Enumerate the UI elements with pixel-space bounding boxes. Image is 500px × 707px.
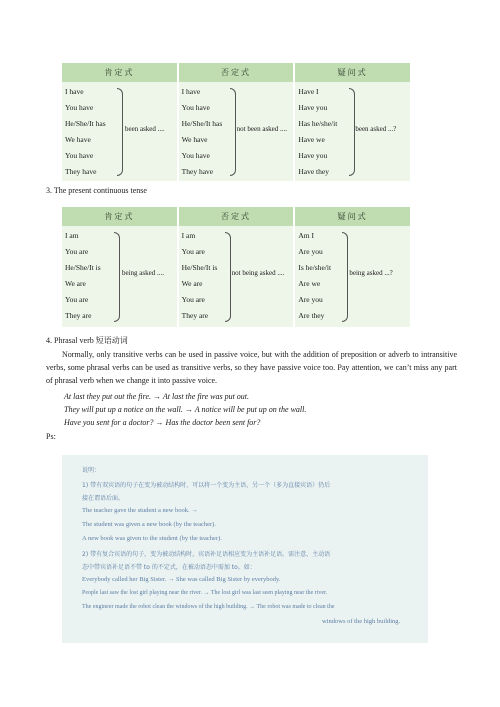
subject: You are — [65, 295, 89, 304]
affirmative-column — [62, 82, 177, 181]
note-line: 接在谓语后面。 — [82, 495, 125, 502]
subject: We are — [181, 279, 203, 288]
explanation-paragraph: Normally, only transitive verbs can be used in passive voice, but with the addition of preposition or adverb to intransitive verbs, some phrasal verbs can be used as transitive verbs, so they have passive voice too. Pay attention, we can’t miss any part of phrasal verb when we change it into passive voice. — [46, 350, 457, 385]
note-line: windows of the high building. — [322, 618, 401, 625]
subject: Has he/she/it — [298, 119, 338, 128]
brace-icon — [114, 232, 120, 322]
note-line: 态中带宾语补足语不带 to 的不定式，在被动语态中需加 to。如： — [82, 564, 256, 571]
brace-icon — [230, 88, 236, 176]
aux-phrase: being asked .... — [122, 269, 164, 277]
note-line: The teacher gave the student a new book. → — [82, 507, 198, 514]
subject: He/She/It has — [65, 119, 106, 128]
header-negative: 否定式 — [177, 207, 294, 226]
note-line: 1) 带有双宾语的句子在变为被动结构时，可以将一个变为主语，另一个（多为直接宾语）仍后 — [82, 482, 331, 489]
ps-label: Ps: — [46, 432, 56, 441]
subject: They have — [65, 167, 97, 176]
subject: Is he/she/it — [298, 263, 332, 272]
subject: They are — [181, 311, 209, 320]
aux-phrase: not being asked .... — [231, 269, 285, 277]
subject: We are — [65, 279, 86, 288]
negative-column — [177, 226, 294, 327]
subject: Have I — [298, 87, 319, 96]
affirmative-column — [62, 226, 177, 327]
header-question: 疑问式 — [293, 207, 410, 226]
subject: Have you — [298, 103, 328, 112]
subject: You are — [181, 247, 205, 256]
section-3-heading: 3. The present continuous tense — [46, 186, 147, 195]
table-header — [62, 63, 410, 82]
note-line: The student was given a new book (by the teacher). — [82, 521, 216, 528]
subject: Are we — [298, 279, 321, 288]
subject: He/She/It is — [65, 263, 101, 272]
subject: Have we — [298, 135, 325, 144]
subject: I am — [65, 231, 79, 240]
aux-phrase: been asked .... — [125, 125, 165, 133]
subject: You have — [65, 103, 94, 112]
note-line: 说明： — [82, 467, 101, 474]
subject: Are you — [298, 295, 323, 304]
note-line: People last saw the lost girl playing near the river. → The lost girl was last seen playing near the river. — [82, 590, 328, 596]
subject: We have — [181, 135, 208, 144]
note-line: The engineer made the robot clean the windows of the high building. → The robot was made to clean the — [82, 604, 335, 610]
example-sentence: They will put up a notice on the wall. → A notice will be put up on the wall. — [64, 405, 307, 414]
note-line: 2) 带有复合宾语的句子，变为被动结构时，宾语补足语相应变为主语补足语。需注意，主动语 — [82, 551, 331, 558]
section-4-heading: 4. Phrasal verb 短语动词 — [46, 336, 128, 345]
example-sentence: Have you sent for a doctor? → Has the doctor been sent for? — [64, 418, 261, 427]
subject: Are they — [298, 311, 325, 320]
question-column — [293, 82, 410, 181]
subject: They are — [65, 311, 92, 320]
note-line: A new book was given to the student (by the teacher). — [82, 535, 222, 542]
header-question: 疑问式 — [293, 63, 410, 82]
aux-phrase: been asked ...? — [355, 125, 397, 133]
subject: You have — [65, 151, 94, 160]
subject: You are — [65, 247, 89, 256]
subject: I have — [65, 87, 84, 96]
subject: Are you — [298, 247, 323, 256]
subject: We have — [65, 135, 91, 144]
subject: Have they — [298, 167, 329, 176]
aux-phrase: not been asked .... — [236, 125, 288, 133]
brace-icon — [342, 232, 348, 322]
ps-note-image — [62, 455, 428, 643]
subject: You are — [181, 295, 205, 304]
subject: I am — [181, 231, 196, 240]
brace-icon — [225, 232, 231, 322]
negative-column — [177, 82, 294, 181]
header-affirmative: 肯定式 — [104, 212, 135, 221]
header-affirmative: 肯定式 — [104, 68, 135, 77]
subject: He/She/It is — [181, 263, 218, 272]
header-negative: 否定式 — [177, 63, 294, 82]
passive-continuous-table — [62, 207, 410, 327]
subject: You have — [181, 103, 210, 112]
subject: I have — [181, 87, 201, 96]
subject: He/She/It has — [181, 119, 223, 128]
subject: Have you — [298, 151, 328, 160]
subject: You have — [181, 151, 210, 160]
note-line: Everybody called her Big Sister. → She was called Big Sister by everybody. — [82, 576, 281, 583]
aux-phrase: being asked ...? — [349, 269, 393, 277]
table-header — [62, 207, 410, 226]
brace-icon — [117, 88, 123, 176]
subject: They have — [181, 167, 214, 176]
question-column — [293, 226, 410, 327]
example-sentence: At last they put out the fire. → At last the fire was put out. — [64, 392, 250, 401]
subject: Am I — [298, 231, 314, 240]
passive-perfect-table — [62, 63, 410, 181]
